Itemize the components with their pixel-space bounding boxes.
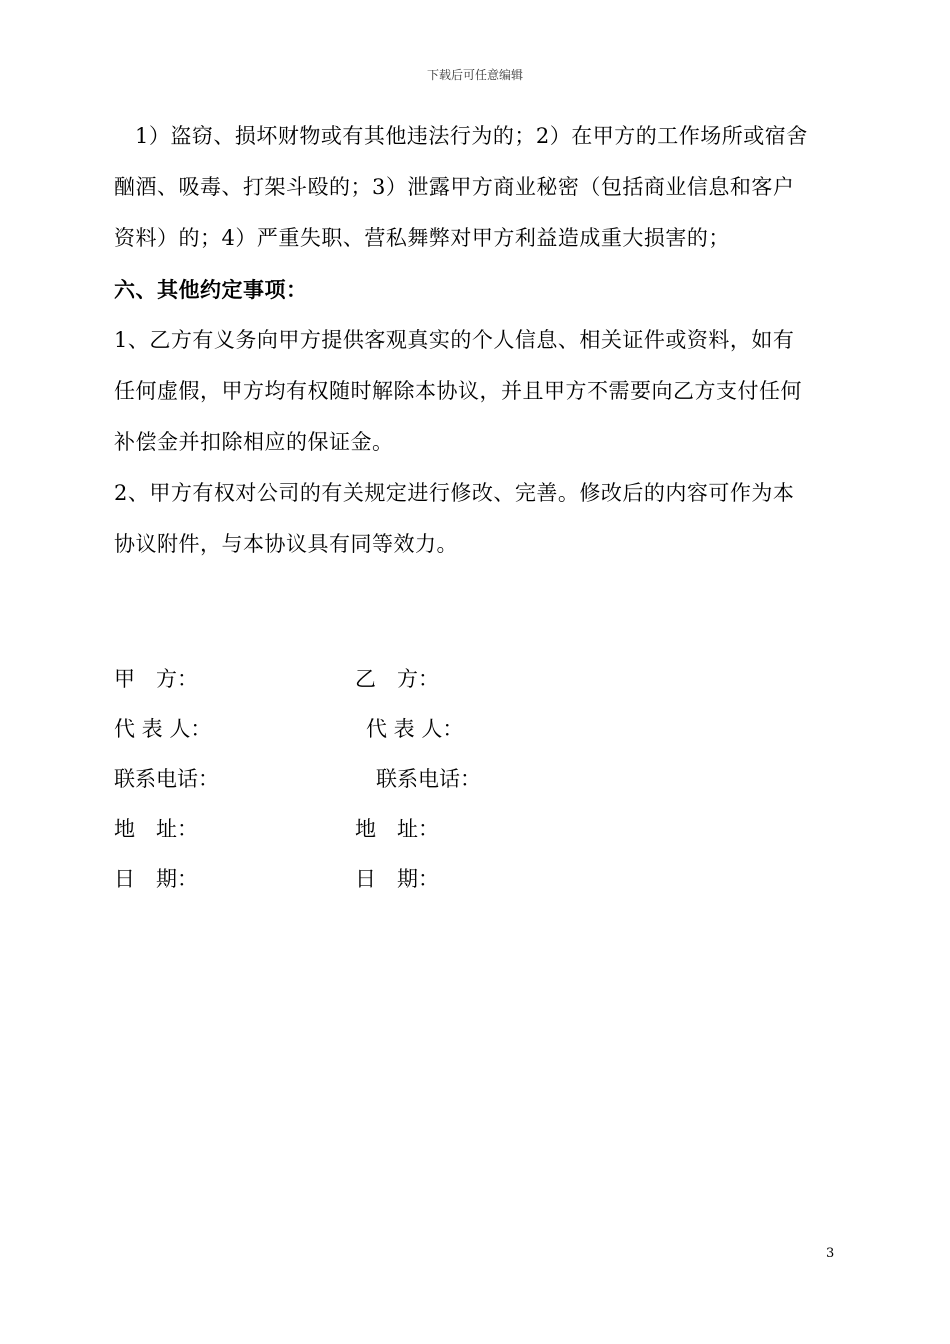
signature-block [114,654,714,904]
page-number: 3 [826,1246,835,1261]
party-b-label: 乙 方： [355,667,439,691]
paragraph-line: 2、甲方有权对公司的有关规定进行修改、完善。修改后的内容可作为本 [114,481,795,505]
party-b-address-label: 地 址： [355,817,439,841]
party-a-address-label: 地 址： [114,817,198,841]
section-heading: 六、其他约定事项： [114,277,308,302]
paragraph-line: 任何虚假，甲方均有权随时解除本协议，并且甲方不需要向乙方支付任何 [114,379,802,403]
paragraph-line: 资料）的；4）严重失职、营私舞弊对甲方利益造成重大损害的； [114,226,730,250]
party-a-date-label: 日 期： [114,867,198,891]
paragraph-line: 协议附件，与本协议具有同等效力。 [114,532,458,556]
signature-row-phone [114,754,714,804]
party-a-representative-label: 代 表 人： [114,717,212,741]
signature-row-party [114,654,714,704]
party-b-representative-label: 代 表 人： [366,717,464,741]
party-a-label: 甲 方： [114,667,198,691]
paragraph-line: 补偿金并扣除相应的保证金。 [114,430,394,454]
paragraph-line: 1、乙方有义务向甲方提供客观真实的个人信息、相关证件或资料，如有 [114,328,795,352]
signature-row-representative [114,704,714,754]
paragraph-line: 酗酒、吸毒、打架斗殴的；3）泄露甲方商业秘密（包括商业信息和客户 [114,175,795,199]
signature-row-date [114,854,714,904]
signature-row-address [114,804,714,854]
party-b-date-label: 日 期： [355,867,439,891]
party-a-phone-label: 联系电话： [114,767,219,791]
party-b-phone-label: 联系电话： [376,767,481,791]
paragraph-line: 1）盗窃、损坏财物或有其他违法行为的；2）在甲方的工作场所或宿舍 [135,124,808,148]
page-header-note: 下载后可任意编辑 [426,68,523,82]
agreement-body [114,111,838,570]
